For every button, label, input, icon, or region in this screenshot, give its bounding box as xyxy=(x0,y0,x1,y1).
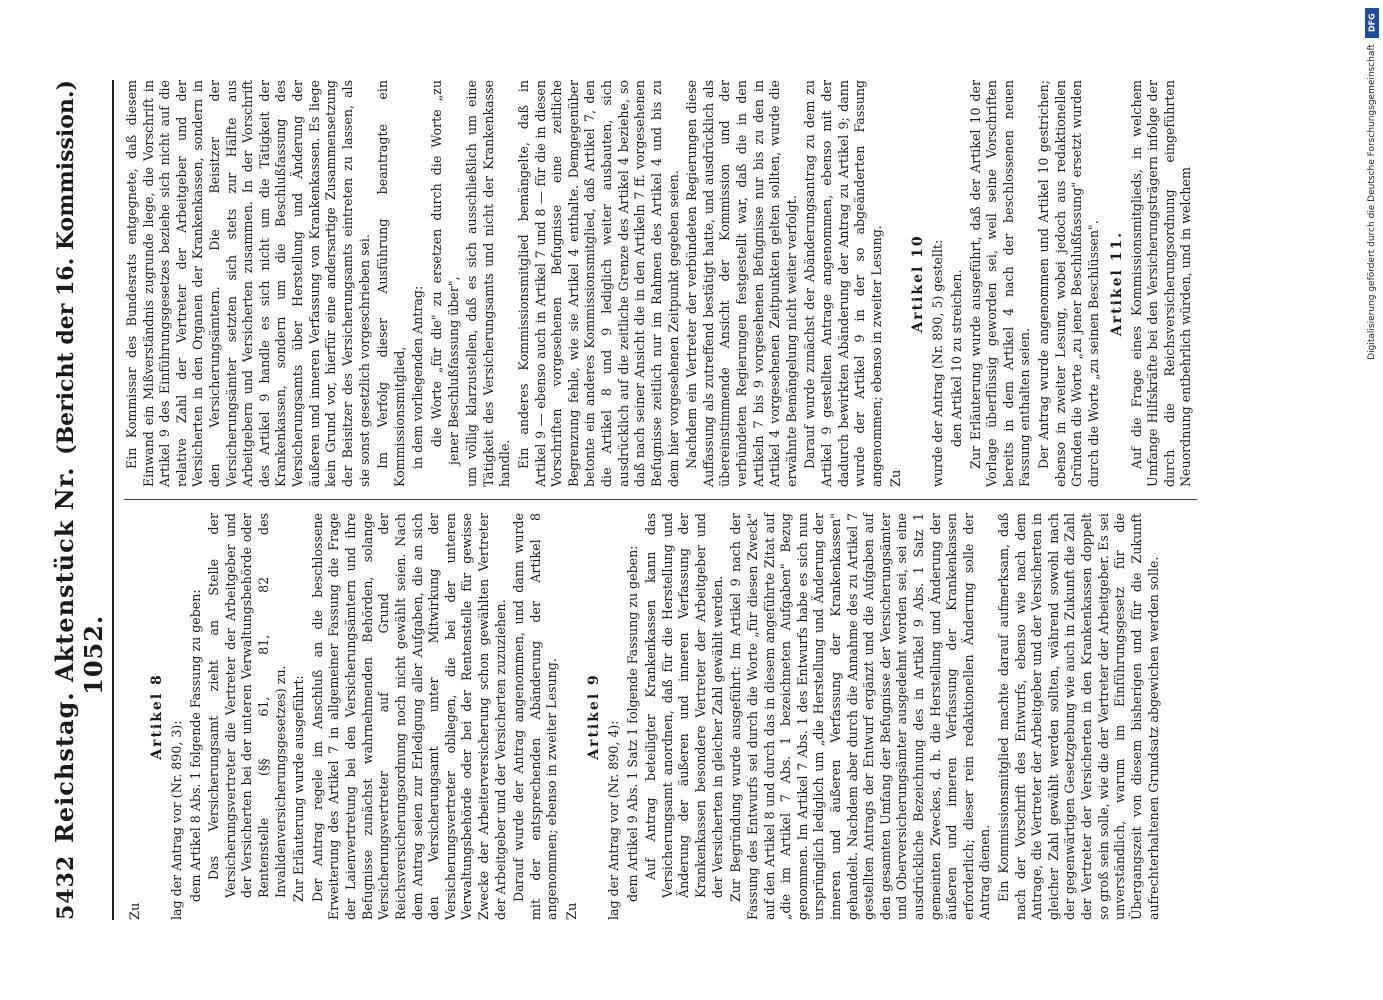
digitization-note: Digitalisierung gefördert durch die Deutsche Forschungsgemeinschaft xyxy=(1367,44,1377,360)
zu-label: Zu xyxy=(565,902,581,920)
paragraph: dem Artikel 9 Abs. 1 Satz 1 folgende Fassung zu geben: xyxy=(624,545,640,902)
paragraph: Darauf wurde der Antrag angenommen, und dann wurde mit der entsprechenden Abänderung der Artikel 8 angenommen; ebenso in zweiter Lesung. xyxy=(511,513,560,920)
paragraph: um völlig klarzustellen, daß es sich ausschließlich um eine Tätigkeit des Versicherungsamts und nicht der Krankenkasse handle. xyxy=(464,80,513,487)
right-column xyxy=(124,80,1197,487)
paragraph: Zur Begründung wurde ausgeführt: Im Artikel 9 nach der Fassung des Entwurfs sei durch die Worte „für diesen Zweck" auf den Artikel 8 und durch das in diesem angeführte Zitat auf „die im Artikel 7 Abs. 1 bezeichneten Aufgaben" Bezug genommen. Im Artikel 7 Abs. 1 des Entwurfs habe es sich nun ursprünglich lediglich um „die Herstellung und Änderung der inneren und äußeren Verfassung der Krankenkassen" gehandelt. Nachdem aber durch die Annahme des zu Artikel 7 gestellten Antrags der Entwurf ergänzt und die Aufgaben auf den gesamten Umfang der Befugnisse der Versicherungsämter und Oberversicherungsämter ausgedehnt worden sei, sei eine ausdrückliche Bezeichnung des in Artikel 9 Abs. 1 Satz 1 gemeinten Zweckes, d. h. die Herstellung und Änderung der äußeren und inneren Verfassung der Krankenkassen erforderlich; dieser rein redaktionellen Änderung solle der Antrag dienen. xyxy=(728,513,993,920)
paragraph: Ein Kommissar des Bundesrats entgegnete, daß diesem Einwand ein Mißverständnis zugrunde liege, die Vorschrift in Artikel 9 des Einführungsgesetzes beziehe sich nicht auf die relative Zahl der Vertreter der Arbeitgeber und der Versicherten in den Organen der Krankenkassen, sondern in den Versicherungsämtern. Die Beisitzer der Versicherungsämter setzten sich stets zur Hälfte aus Arbeitgebern und Versicherten zusammen. In der Vorschrift des Artikel 9 handle es sich nicht um die Tätigkeit der Krankenkassen, sondern um die Beschlußfassung des Versicherungsamts über Herstellung und Änderung der äußeren und inneren Verfassung von Krankenkassen. Es liege kein Grund vor, hierfür eine andersartige Zusammensetzung der Beisitzer des Versicherungsamts eintreten zu lassen, als sie sonst gesetzlich vorgeschrieben sei. xyxy=(124,80,372,487)
paragraph: Darauf wurde zunächst der Abänderungsantrag zu dem zu Artikel 9 gestellten Antrage angenommen, ebenso mit der dadurch bewirkten Abänderung der Antrag zu Artikel 9; dann wurde der Artikel 9 in der so abgeänderten Fassung angenommen; ebenso in zweiter Lesung. xyxy=(802,80,884,487)
article-11-heading: Artikel 11. xyxy=(1108,230,1125,337)
zu-label: Zu xyxy=(889,469,905,487)
left-column xyxy=(124,513,1197,920)
dfg-logo: DFG xyxy=(1365,8,1379,38)
page-title: Reichstag. Aktenstück Nr. 1052. xyxy=(50,466,108,844)
paragraph: lag der Antrag vor (Nr. 890, 4): xyxy=(606,720,622,920)
article-9-heading: Artikel 9 xyxy=(586,673,603,760)
paragraph: lag der Antrag vor (Nr. 890, 3): xyxy=(169,720,184,920)
paragraph: Auf die Frage eines Kommissionsmitglieds, in welchem Umfange Hilfskräfte bei den Versicherungsträgern infolge der durch die Reichsversicherungsordnung eingeführten Neuordnung entbehrlich würden, und in welchem xyxy=(1128,80,1194,487)
paragraph: Der Antrag wurde angenommen und Artikel 10 gestrichen; ebenso in zweiter Lesung, wobei jedoch aus redaktionellen Gründen die Worte „zu jener Beschlußfassung" ersetzt wurden durch die Worte „zu seinen Beschlüssen". xyxy=(1036,80,1101,487)
quoted-proposal: Das Versicherungsamt zieht an Stelle der Versicherungsvertreter die Vertreter der Arbeitgeber und der Versicherten bei der unteren Verwaltungsbehörde oder Rentenstelle (§§ 61, 81, 82 des Invalidenversicherungsgesetzes) zu. xyxy=(206,513,288,898)
zu-label: Zu xyxy=(128,902,143,920)
paragraph: Nachdem ein Vertreter der verbündeten Regierungen diese Auffassung als zutreffend bestätigt hatte, und ausdrücklich als übereinstimmende Ansicht der Kommission und der verbündeten Regierungen festgestellt war, daß die in den Artikeln 7 bis 9 vorgesehenen Befugnisse nur bis zu den in Artikel 4 vorgesehenen Zeitpunkten gelten sollten, wurde die erwähnte Bemängelung nicht weiter verfolgt. xyxy=(684,80,799,487)
paragraph: Ein anderes Kommissionsmitglied bemängelte, daß in Artikel 9 — ebenso auch in Artikel 7 und 8 — für die in diesen Vorschriften vorgesehenen Befugnisse eine zeitliche Begrenzung fehle, wie sie Artikel 4 enthalte. Demgegenüber betonte ein anderes Kommissionsmitglied, daß Artikel 7, den die Artikel 8 und 9 lediglich weiter ausbauten, sich ausdrücklich auf die zeitliche Grenze des Artikel 4 beziehe, so daß nach seiner Ansicht die in den Artikeln 7 ff. vorgesehenen Befugnisse zeitlich nur im Rahmen des Artikel 4 und bis zu dem hier vorgesehenen Zeitpunkt gegeben seien. xyxy=(516,80,681,487)
paragraph: Zur Erläuterung wurde ausgeführt, daß der Artikel 10 der Vorlage überflüssig geworden sei, weil seine Vorschriften bereits in dem Artikel 4 nach der beschlossenen neuen Fassung enthalten seien. xyxy=(967,80,1033,487)
quoted-proposal: die Worte „für die" zu ersetzen durch die Worte „zu jener Beschlußfassung über", xyxy=(428,80,461,465)
document-page xyxy=(46,50,1336,950)
page-number: 5432 xyxy=(53,854,79,920)
page-header xyxy=(50,80,114,920)
quoted-proposal: den Artikel 10 zu streichen. xyxy=(949,269,965,447)
paragraph: Der Antrag regele im Anschluß an die beschlossene Erweiterung des Artikel 7 in allgemeiner Fassung die Frage der Laienvertretung bei den Versicherungsämtern und ihre Befugnisse zunächst wahrnehmenden Behörden, solange Versicherungsvertreter auf Grund der Reichsversicherungsordnung noch nicht gewählt seien. Nach dem Antrag seien zur Erledigung aller Aufgaben, die an sich den Versicherungsamt unter Mitwirkung der Versicherungsvertreter obliegen, die bei der unteren Verwaltungsbehörde oder bei der Rentenstelle für gewisse Zwecke der Arbeiterversicherung schon gewählten Vertreter der Arbeitgeber und der Versicherten zuzuziehen. xyxy=(309,513,508,920)
article-10-heading: Artikel 10 xyxy=(910,234,927,333)
paragraph: Im Verfolg dieser Ausführung beantragte ein Kommissionsmitglied, xyxy=(375,80,407,487)
quoted-proposal: Auf Antrag beteiligter Krankenkassen kann das Versicherungsamt anordnen, daß für die Herstellung und Änderung der äußeren und inneren Verfassung der Krankenkassen besondere Vertreter der Arbeitgeber und der Versicherten in gleicher Zahl gewählt werden. xyxy=(643,513,725,898)
paragraph: Zur Erläuterung wurde ausgeführt: xyxy=(291,675,307,902)
paragraph: wurde der Antrag (Nr. 890, 5) gestellt: xyxy=(930,239,946,487)
page-subtitle: (Bericht der 16. Kommission.) xyxy=(53,80,79,455)
paragraph: Ein Kommissionsmitglied machte darauf aufmerksam, daß nach der Vorschrift des Entwurfs, ebenso wie nach dem Antrage, die Vertreter der Arbeitgeber und der Versicherten in gleicher Zahl gewählt werden sollten, während sowohl nach der gegenwärtigen Gesetzgebung wie auch in Zukunft die Zahl der Vertreter der Versicherten in den Krankenkassen doppelt so groß sein solle, wie die der Vertreter der Arbeitgeber. Es sei unverständlich, warum im Einführungsgesetz für die Übergangszeit von diesem bisherigen und für die Zukunft aufrechterhaltenen Grundsatz abgewichen werden solle. xyxy=(996,513,1161,920)
text-columns xyxy=(124,80,1197,920)
article-8-heading: Artikel 8 xyxy=(149,673,165,760)
paragraph: dem Artikel 8 Abs. 1 folgende Fassung zu geben: xyxy=(187,589,203,902)
paragraph: in dem vorliegenden Antrag: xyxy=(410,285,426,469)
